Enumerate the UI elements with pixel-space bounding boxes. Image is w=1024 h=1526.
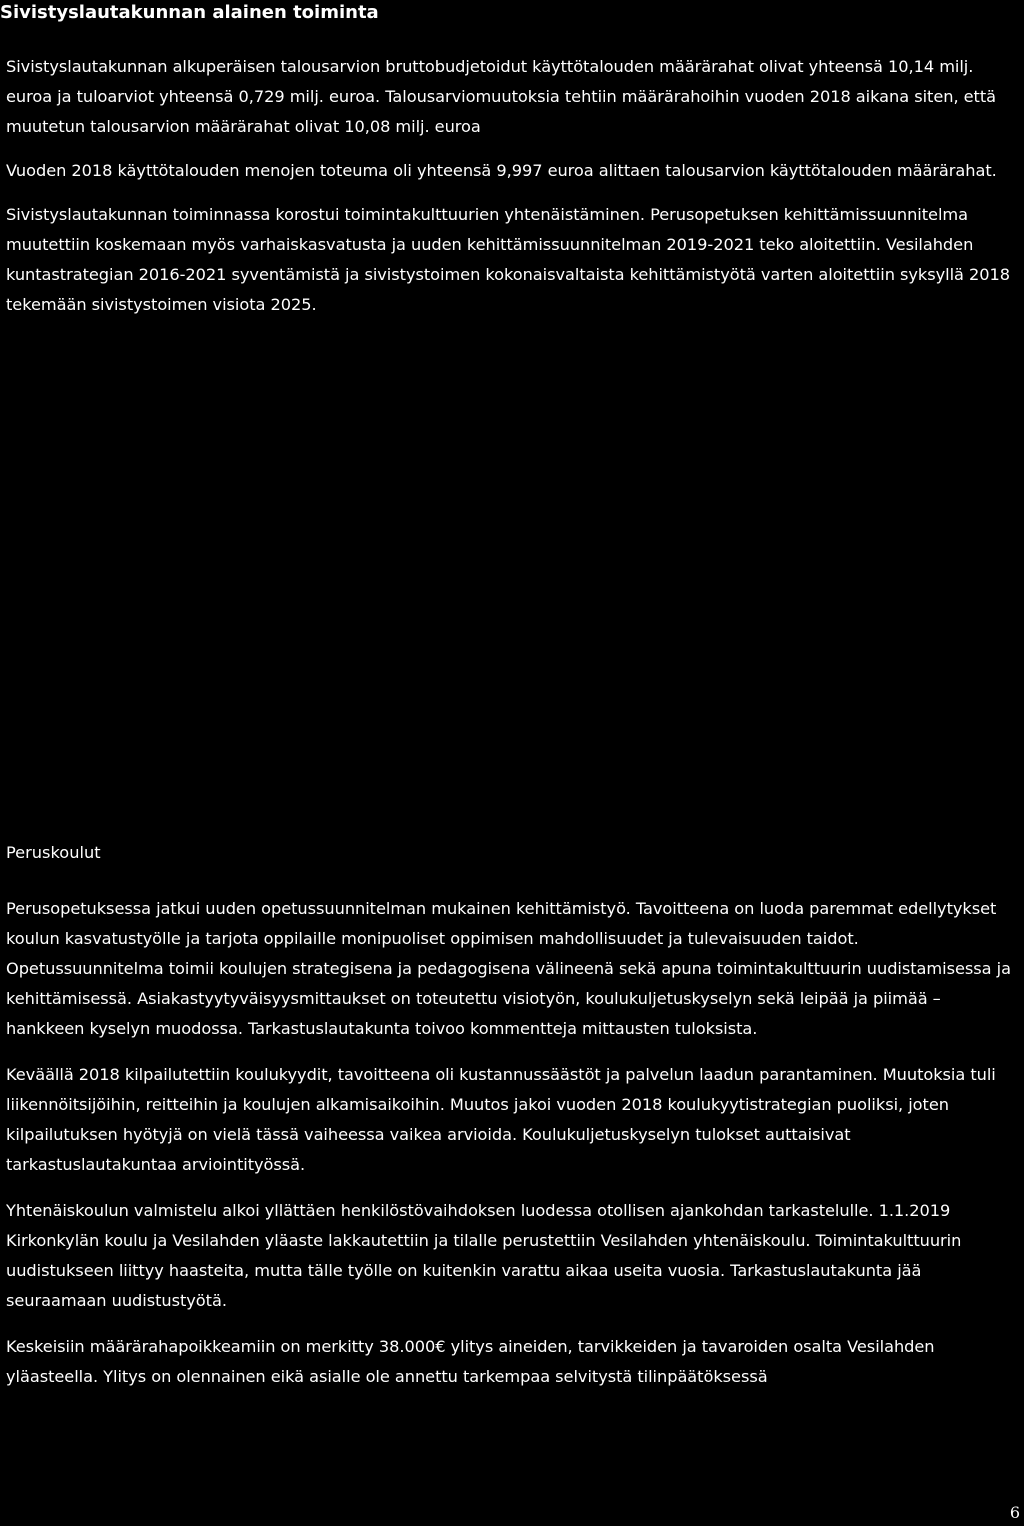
unified-school-paragraph: Yhtenäiskoulun valmistelu alkoi yllättäen henkilöstövaihdoksen luodessa otollisen ajankohdan tarkastelulle. 1.1.2019 Kirkonkylän koulu ja Vesilahden yläaste lakkautettiin ja tilalle perustettiin Vesilahden yhtenäiskoulu. Toimintakulttuurin uudistukseen liittyy haasteita, mutta tälle työlle on kuitenkin varattu aikaa useita vuosia. Tarkastuslautakunta jää seuraamaan uudistustyötä. (6, 1201, 962, 1310)
curriculum-paragraph: Perusopetuksessa jatkui uuden opetussuunnitelman mukainen kehittämistyö. Tavoitteena on luoda paremmat edellytykset koulun kasvatustyölle ja tarjota oppilaille monipuoliset oppimisen mahdollisuudet ja tulevaisuuden taidot. Opetussuunnitelma toimii koulujen strategisena ja pedagogisena välineenä sekä apuna toimintakulttuurin uudistamisessa ja kehittämisessä. Asiakastyytyväisyysmittaukset on toteutettu visiotyön, koulukuljetuskyselyn sekä leipää ja piimää –hankkeen kyselyn muodossa. Tarkastuslautakunta toivoo kommentteja mittausten tuloksista. (6, 899, 1011, 1038)
education-committee-section (6, 52, 1018, 320)
budget-deviation-paragraph: Keskeisiin määrärahapoikkeamiin on merkitty 38.000€ ylitys aineiden, tarvikkeiden ja tavaroiden osalta Vesilahden yläasteella. Ylitys on olennainen eikä asialle ole annettu tarkempaa selvitystä tilinpäätöksessä (6, 1337, 935, 1386)
schools-section (6, 840, 1018, 1392)
operations-paragraph: Sivistyslautakunnan toiminnassa korostui toimintakulttuurien yhtenäistäminen. Perusopetuksen kehittämissuunnitelma muutettiin koskemaan myös varhaiskasvatusta ja uuden kehittämissuunnitelman 2019-2021 teko aloitettiin. Vesilahden kuntastrategian 2016-2021 syventämistä ja sivistystoimen kokonaisvaltaista kehittämistyötä varten aloitettiin syksyllä 2018 tekemään sivistystoimen visiota 2025. (6, 205, 1011, 314)
page-number: 6 (1009, 1503, 1020, 1522)
spending-paragraph: Vuoden 2018 käyttötalouden menojen toteuma oli yhteensä 9,997 euroa alittaen talousarvion käyttötalouden määrärahat. (6, 161, 997, 180)
budget-paragraph: Sivistyslautakunnan alkuperäisen talousarvion bruttobudjetoidut käyttötalouden määrärahat olivat yhteensä 10,14 milj. euroa ja tuloarviot yhteensä 0,729 milj. euroa. Talousarviomuutoksia tehtiin määrärahoihin vuoden 2018 aikana siten, että muutetun talousarvion määrärahat olivat 10,08 milj. euroa (6, 57, 997, 136)
schools-subheading: Peruskoulut (6, 843, 101, 862)
school-transport-paragraph: Keväällä 2018 kilpailutettiin koulukyydit, tavoitteena oli kustannussäästöt ja palvelun laadun parantaminen. Muutoksia tuli liikennöitsijöihin, reitteihin ja koulujen alkamisaikoihin. Muutos jakoi vuoden 2018 koulukyytistrategian puoliksi, joten kilpailutuksen hyötyjä on vielä tässä vaiheessa vaikea arvioida. Koulukuljetuskyselyn tulokset auttaisivat tarkastuslautakuntaa arviointityössä. (6, 1065, 996, 1174)
section-heading: Sivistyslautakunnan alainen toiminta (0, 2, 379, 23)
